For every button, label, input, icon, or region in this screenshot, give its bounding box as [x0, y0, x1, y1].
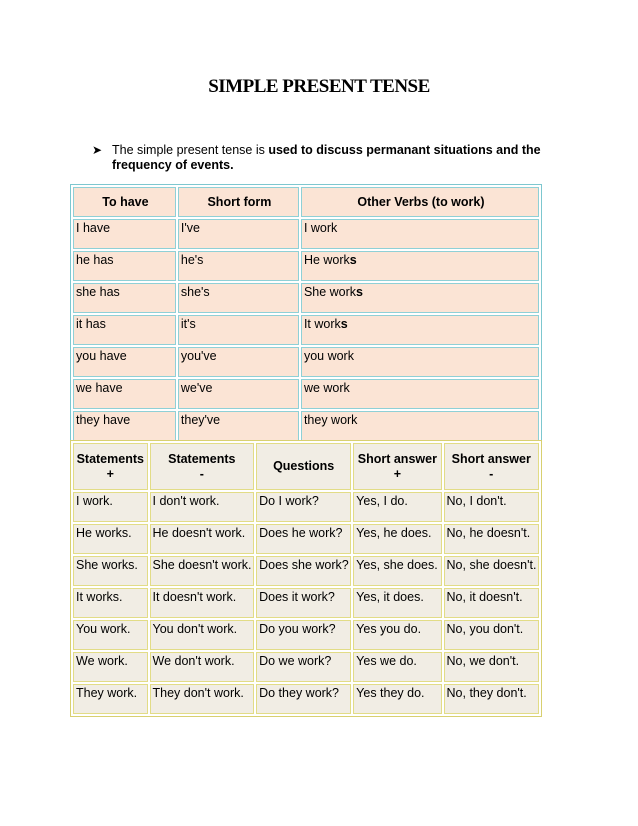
statement-positive-cell: They work.: [73, 684, 148, 714]
table-row: [73, 652, 539, 682]
table-row: [73, 251, 539, 281]
short-answer-negative-cell: No, they don't.: [444, 684, 539, 714]
table-row: [73, 684, 539, 714]
short-form-cell: they've: [178, 411, 299, 441]
question-cell: Does he work?: [256, 524, 351, 554]
short-answer-negative-cell: No, we don't.: [444, 652, 539, 682]
to-have-cell: we have: [73, 379, 176, 409]
statement-negative-cell: We don't work.: [150, 652, 255, 682]
header-statements-negative: Statements -: [150, 443, 255, 490]
question-cell: Do they work?: [256, 684, 351, 714]
statement-positive-cell: She works.: [73, 556, 148, 586]
page-title: SIMPLE PRESENT TENSE: [208, 76, 430, 97]
question-cell: Does she work?: [256, 556, 351, 586]
other-verb-cell: you work: [301, 347, 539, 377]
table-header-row: [73, 443, 539, 490]
short-answer-positive-cell: Yes, she does.: [353, 556, 441, 586]
table-row: [73, 588, 539, 618]
short-answer-negative-cell: No, she doesn't.: [444, 556, 539, 586]
statement-negative-cell: I don't work.: [150, 492, 255, 522]
table-row: [73, 411, 539, 441]
other-verb-cell: It works: [301, 315, 539, 345]
short-answer-positive-cell: Yes, it does.: [353, 588, 441, 618]
table-row: [73, 524, 539, 554]
short-form-cell: it's: [178, 315, 299, 345]
short-answer-positive-cell: Yes, I do.: [353, 492, 441, 522]
table-row: [73, 315, 539, 345]
question-cell: Do you work?: [256, 620, 351, 650]
short-answer-positive-cell: Yes, he does.: [353, 524, 441, 554]
to-have-cell: I have: [73, 219, 176, 249]
header-short-form: Short form: [178, 187, 299, 217]
header-short-answer-positive: Short answer +: [353, 443, 441, 490]
verb-suffix: s: [349, 253, 357, 267]
statement-negative-cell: She doesn't work.: [150, 556, 255, 586]
intro-paragraph: [92, 143, 552, 173]
short-form-cell: I've: [178, 219, 299, 249]
short-form-cell: we've: [178, 379, 299, 409]
to-have-cell: it has: [73, 315, 176, 345]
statement-negative-cell: He doesn't work.: [150, 524, 255, 554]
statement-positive-cell: It works.: [73, 588, 148, 618]
question-cell: Does it work?: [256, 588, 351, 618]
table-header-row: [73, 187, 539, 217]
short-form-cell: you've: [178, 347, 299, 377]
short-form-cell: he's: [178, 251, 299, 281]
short-answer-positive-cell: Yes they do.: [353, 684, 441, 714]
table-row: [73, 492, 539, 522]
conjugation-table: [70, 440, 542, 717]
other-verb-cell: I work: [301, 219, 539, 249]
header-short-answer-negative: Short answer -: [444, 443, 539, 490]
header-statements-positive: Statements +: [73, 443, 148, 490]
table-row: [73, 620, 539, 650]
table-row: [73, 283, 539, 313]
statement-positive-cell: We work.: [73, 652, 148, 682]
header-other-verbs: Other Verbs (to work): [301, 187, 539, 217]
table-row: [73, 379, 539, 409]
short-answer-negative-cell: No, it doesn't.: [444, 588, 539, 618]
intro-plain: The simple present tense is: [112, 143, 269, 157]
verb-suffix: s: [340, 317, 348, 331]
other-verb-cell: She works: [301, 283, 539, 313]
to-have-cell: she has: [73, 283, 176, 313]
intro-text: [112, 143, 552, 173]
to-have-cell: they have: [73, 411, 176, 441]
to-have-cell: you have: [73, 347, 176, 377]
short-answer-negative-cell: No, I don't.: [444, 492, 539, 522]
question-cell: Do we work?: [256, 652, 351, 682]
statement-positive-cell: He works.: [73, 524, 148, 554]
short-answer-negative-cell: No, you don't.: [444, 620, 539, 650]
intro-bold: used to discuss permanant situations and the frequency of events.: [112, 143, 541, 172]
header-questions: Questions: [256, 443, 351, 490]
other-verb-cell: we work: [301, 379, 539, 409]
statement-negative-cell: You don't work.: [150, 620, 255, 650]
other-verb-cell: they work: [301, 411, 539, 441]
statement-negative-cell: It doesn't work.: [150, 588, 255, 618]
to-have-table: [70, 184, 542, 444]
statement-positive-cell: I work.: [73, 492, 148, 522]
short-form-cell: she's: [178, 283, 299, 313]
table-row: [73, 219, 539, 249]
header-to-have: To have: [73, 187, 176, 217]
to-have-cell: he has: [73, 251, 176, 281]
table-row: [73, 347, 539, 377]
verb-suffix: s: [356, 285, 363, 299]
arrow-bullet-icon: ➤: [92, 143, 103, 157]
table-row: [73, 556, 539, 586]
statement-negative-cell: They don't work.: [150, 684, 255, 714]
question-cell: Do I work?: [256, 492, 351, 522]
short-answer-positive-cell: Yes we do.: [353, 652, 441, 682]
other-verb-cell: He works: [301, 251, 539, 281]
short-answer-positive-cell: Yes you do.: [353, 620, 441, 650]
short-answer-negative-cell: No, he doesn't.: [444, 524, 539, 554]
statement-positive-cell: You work.: [73, 620, 148, 650]
